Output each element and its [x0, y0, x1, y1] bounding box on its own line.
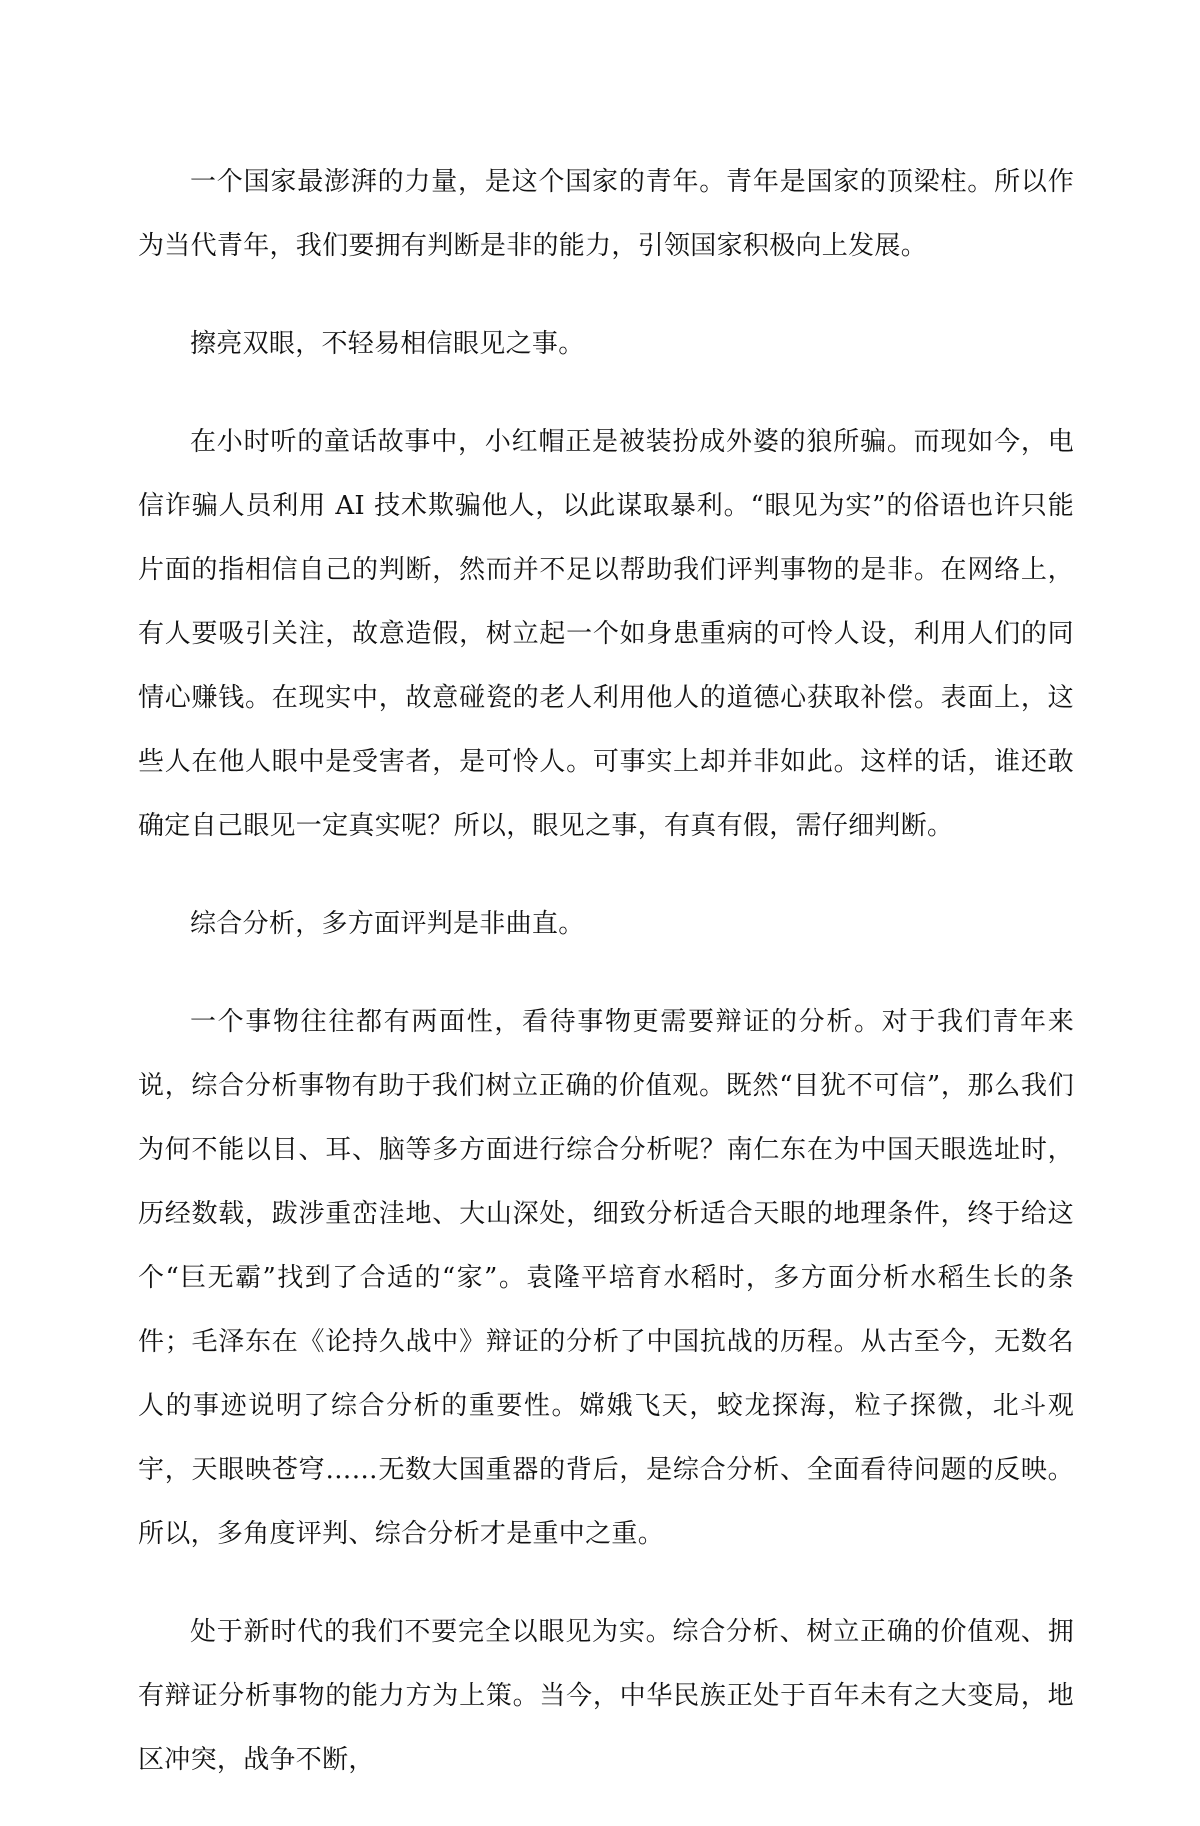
paragraph-body-3: 处于新时代的我们不要完全以眼见为实。综合分析、树立正确的价值观、拥有辩证分析事物的能力方为上策。当今，中华民族正处于百年未有之大变局，地区冲突，战争不断， [138, 1617, 1074, 1775]
paragraph-body-2: 一个事物往往都有两面性，看待事物更需要辩证的分析。对于我们青年来说，综合分析事物有助于我们树立正确的价值观。既然“目犹不可信”，那么我们为何不能以目、耳、脑等多方面进行综合分析呢？南仁东在为中国天眼选址时，历经数载，跋涉重峦洼地、大山深处，细致分析适合天眼的地理条件，终于给这个“巨无霸”找到了合适的“家”。袁隆平培育水稻时，多方面分析水稻生长的条件；毛泽东在《论持久战中》辩证的分析了中国抗战的历程。从古至今，无数名人的事迹说明了综合分析的重要性。嫦娥飞天，蛟龙探海，粒子探微，北斗观宇，天眼映苍穹……无数大国重器的背后，是综合分析、全面看待问题的反映。所以，多角度评判、综合分析才是重中之重。 [138, 1007, 1074, 1549]
paragraph-heading-1: 擦亮双眼，不轻易相信眼见之事。 [190, 329, 585, 359]
paragraph-intro: 一个国家最澎湃的力量，是这个国家的青年。青年是国家的顶梁柱。所以作为当代青年，我们要拥有判断是非的能力，引领国家积极向上发展。 [138, 167, 1074, 261]
paragraph-body-1: 在小时听的童话故事中，小红帽正是被装扮成外婆的狼所骗。而现如今，电信诈骗人员利用 AI 技术欺骗他人，以此谋取暴利。“眼见为实”的俗语也许只能片面的指相信自己的判断，然而并不足以帮助我们评判事物的是非。在网络上，有人要吸引关注，故意造假，树立起一个如身患重病的可怜人设，利用人们的同情心赚钱。在现实中，故意碰瓷的老人利用他人的道德心获取补偿。表面上，这些人在他人眼中是受害者，是可怜人。可事实上却并非如此。这样的话，谁还敢确定自己眼见一定真实呢？所以，眼见之事，有真有假，需仔细判断。 [138, 427, 1074, 841]
paragraph-heading-2: 综合分析，多方面评判是非曲直。 [190, 909, 585, 939]
essay-body [138, 150, 1074, 1826]
